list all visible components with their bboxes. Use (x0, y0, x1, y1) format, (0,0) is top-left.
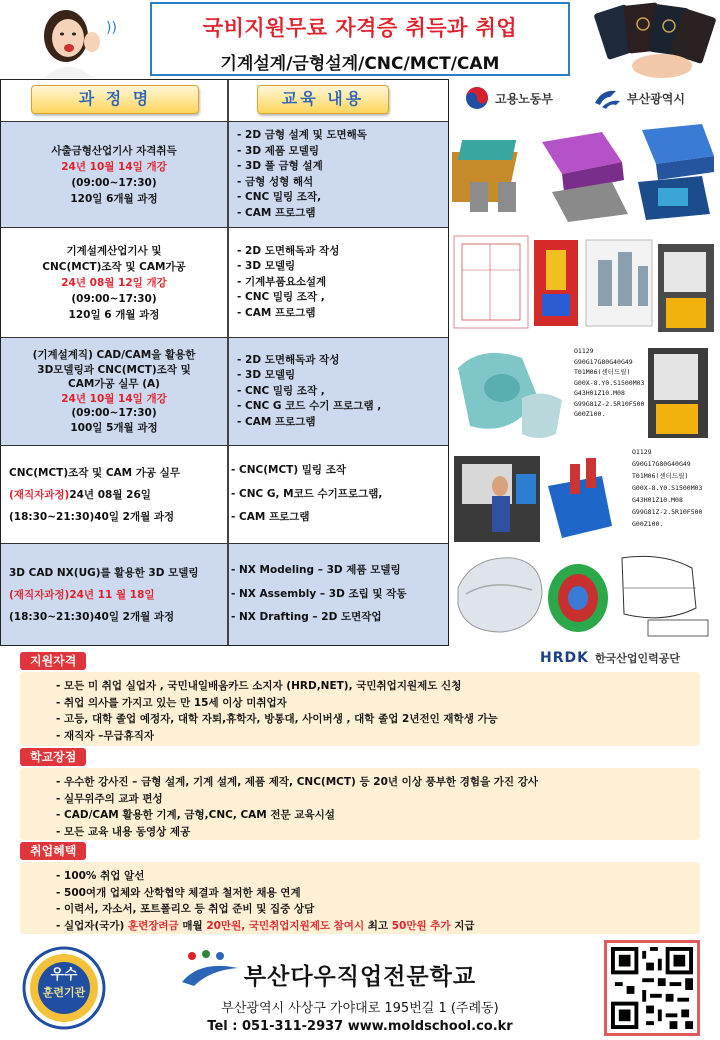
gcode-listing: O1129 G90G17G80G40G49 T01M06(센터드릴) G00X-8.Y0.S1500M03 G43H01Z10.M08 G99G81Z-2.5R10F500 G00Z100. (632, 448, 703, 528)
qr-code[interactable] (604, 940, 700, 1036)
start-date: 24년 08월 12일 개강 (61, 276, 167, 289)
main-title: 국비지원무료 자격증 취득과 취업 (202, 16, 518, 40)
strengths-box: - 우수한 강사진 – 금형 설계, 기계 설계, 제품 제작, CNC(MCT) 등 20년 이상 풍부한 경험을 가진 강사 - 실무위주의 교과 편성 - CAD/CAM 활용한 기계, 금형,CNC, CAM 전문 교육시설 - 모든 교육 내용 동영상 제공 (20, 768, 700, 840)
course-table (0, 79, 449, 646)
taegeuk-icon (464, 85, 490, 111)
course-name-cell: 사출금형산업기사 자격취득 24년 10월 14일 개강 (09:00~17:30) 120일 6개월 과정 (51, 144, 177, 205)
start-date: 24년 08월 26일 (69, 488, 151, 501)
badge-top: 우수 (50, 967, 78, 983)
course-content-cell: - 2D 도면해독과 작성 - 3D 모델링 - 기계부품요소설계 - CNC 밀링 조작 , - CAM 프로그램 (237, 244, 340, 319)
machine-design-image (452, 230, 718, 336)
cnc-product-image (452, 338, 718, 444)
header (0, 0, 720, 80)
gcode-listing: O1129 G90G17G80G40G49 T01M06(센터드릴) G00X-8.Y0.S1500M03 G43H01Z10.M08 G99G81Z-2.5R10F500 G00Z100. (574, 347, 645, 418)
qualification-label: 지원자격 (20, 652, 86, 670)
course-name-header: 과 정 명 (31, 85, 199, 114)
city-logo: 부산광역시 (592, 85, 685, 111)
table-header (1, 80, 448, 122)
busan-mark-icon (592, 85, 622, 111)
table-row (1, 446, 448, 544)
table-row (1, 338, 448, 446)
start-date: 24년 10월 14일 개강 (61, 392, 167, 405)
school-contact[interactable]: Tel : 051-311-2937 www.moldschool.co.kr (207, 1019, 513, 1034)
start-date: 24년 10월 14일 개강 (61, 160, 167, 173)
school-info (180, 942, 540, 1034)
shouting-woman-image (14, 2, 134, 78)
excellent-training-badge (16, 946, 126, 1030)
sub-title: 기계설계/금형설계/CNC/MCT/CAM (220, 54, 500, 74)
course-name-cell: 기계설계산업기사 및 CNC(MCT)조작 및 CAM가공 24년 08월 12일 개강 (09:00~17:30) 120일 6 개월 과정 (42, 244, 186, 321)
school-logo-icon (180, 948, 240, 988)
school-name: 부산다우직업전문학교 (243, 964, 477, 990)
allowance-line: - 실업자(국가) 훈련장려금 매월 20만원, 국민취업지원제도 참여시 최고 50만원 추가 지급 (56, 918, 700, 935)
ministry-logo: 고용노동부 (464, 85, 553, 111)
start-tag: (재직자과정) (9, 588, 70, 601)
mold-design-image (452, 122, 718, 228)
course-content-cell: - 2D 도면해독과 작성 - 3D 모델링 - CNC 밀링 조작 , - CNC G 코드 수기 프로그램 , - CAM 프로그램 (237, 353, 382, 428)
school-address: 부산광역시 사상구 가야대로 195번길 1 (주례동) (221, 1001, 499, 1016)
qualification-box: - 모든 미 취업 실업자 , 국민내일배움카드 소지자 (HRD,NET), 국민취업지원제도 신청 - 취업 의사를 가지고 있는 만 15세 이상 미취업자 - 고등, 대학 졸업 예정자, 대학 자퇴,휴학자, 방통대, 사이버생 , 대학 졸업 2년전인 재학생 가능 - 재직자 –무급휴직자 (20, 672, 700, 746)
table-row (1, 122, 448, 228)
mct-machine-image (452, 446, 718, 544)
course-name-cell: CNC(MCT)조작 및 CAM 가공 실무 (재직자과정)24년 08월 26일 (18:30~21:30)40일 2개월 과정 (9, 466, 181, 523)
start-tag: (재직자과정) (9, 488, 70, 501)
hrdk-logo: HRDK 한국산업인력공단 (540, 650, 680, 666)
passports-image (592, 2, 716, 78)
qr-code-icon (611, 947, 693, 1029)
nx-model-image (452, 548, 718, 642)
logos-area (452, 79, 720, 121)
course-content-header: 교육 내용 (257, 85, 389, 114)
footer (0, 936, 720, 1040)
column-divider (227, 80, 229, 645)
svg-text:)): )) (106, 20, 117, 36)
badge-main: 훈련기관 (42, 986, 86, 999)
start-date: 24년 11 월 18일 (69, 588, 155, 601)
course-content-cell: - CNC(MCT) 밀링 조작 - CNC G, M코드 수기프로그램, - CAM 프로그램 (231, 464, 383, 524)
table-row (1, 544, 448, 645)
course-name-cell: 3D CAD NX(UG)를 활용한 3D 모델링 (재직자과정)24년 11 월 18일 (18:30~21:30)40일 2개월 과정 (9, 566, 199, 623)
strengths-label: 학교장점 (20, 748, 86, 766)
course-content-cell: - NX Modeling – 3D 제품 모델링 - NX Assembly – 3D 조립 및 작동 - NX Drafting – 2D 도면작업 (231, 564, 407, 624)
benefits-label: 취업혜택 (20, 842, 86, 860)
course-content-cell: - 2D 금형 설계 및 도면해독 - 3D 제품 모델링 - 3D 풀 금형 설계 - 금형 성형 해석 - CNC 밀링 조작, - CAM 프로그램 (237, 129, 367, 219)
benefits-box: - 100% 취업 알선 - 500여개 업체와 산학협약 체결과 철저한 채용 연계 - 이력서, 자소서, 포트폴리오 등 취업 준비 및 집중 상담 - 실업자(국가) 훈련장려금 매월 20만원, 국민취업지원제도 참여시 최고 50만원 추가 지급 (20, 862, 700, 934)
course-name-cell: (기계설계직) CAD/CAM을 활용한 3D모델링과 CNC(MCT)조작 및 CAM가공 실무 (A) 24년 10월 14일 개강 (09:00~17:30) 100일 5개월 과정 (32, 349, 196, 434)
title-box (150, 2, 570, 76)
table-row (1, 228, 448, 338)
